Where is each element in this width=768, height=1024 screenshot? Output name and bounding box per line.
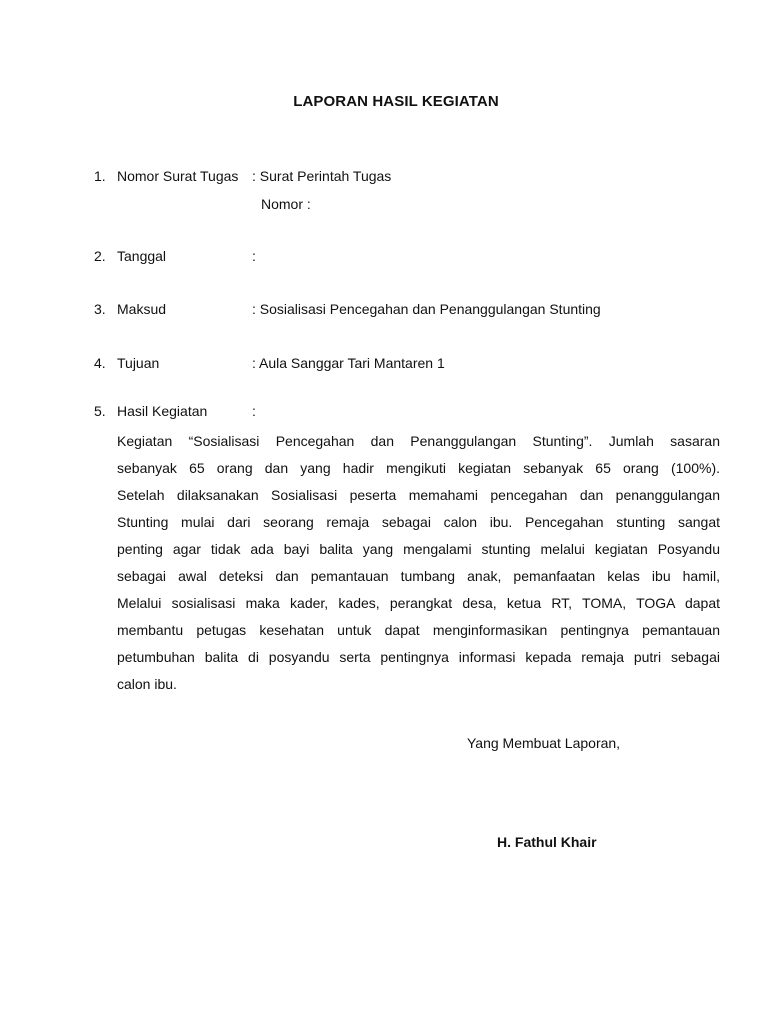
paragraph-line: sebagai awal deteksi dan pemantauan tumbang anak, pemanfaatan kelas ibu hamil, bbox=[117, 568, 720, 584]
item-number: 3. bbox=[94, 301, 106, 317]
item-value: : Sosialisasi Pencegahan dan Penanggulangan Stunting bbox=[252, 301, 601, 317]
paragraph-line: penting agar tidak ada bayi balita yang mengalami stunting melalui kegiatan Posyandu bbox=[117, 541, 720, 557]
item-nomor-surat-tugas bbox=[94, 167, 391, 185]
item-number: 4. bbox=[94, 355, 106, 371]
item-number: 5. bbox=[94, 403, 106, 419]
paragraph-line: Setelah dilaksanakan Sosialisasi peserta memahami pencegahan dan penanggulangan bbox=[117, 487, 720, 503]
item-value: : bbox=[252, 248, 256, 264]
item-hasil-kegiatan bbox=[94, 402, 256, 420]
item-number: 2. bbox=[94, 248, 106, 264]
item-tanggal bbox=[94, 247, 256, 265]
signatory-name: H. Fathul Khair bbox=[497, 834, 597, 850]
paragraph-line: Stunting mulai dari seorang remaja sebagai calon ibu. Pencegahan stunting sangat bbox=[117, 514, 720, 530]
item-label: Hasil Kegiatan bbox=[117, 403, 208, 419]
paragraph-line: calon ibu. bbox=[117, 676, 177, 692]
report-title: LAPORAN HASIL KEGIATAN bbox=[293, 93, 499, 110]
item-number: 1. bbox=[94, 168, 106, 184]
item-value: : Surat Perintah Tugas bbox=[252, 168, 392, 184]
paragraph-line: petumbuhan balita di posyandu serta pentingnya informasi kepada remaja putri sebagai bbox=[117, 649, 720, 665]
paragraph-line: Melalui sosialisasi maka kader, kades, perangkat desa, ketua RT, TOMA, TOGA dapat bbox=[117, 595, 720, 611]
item-tujuan bbox=[94, 354, 445, 372]
item-label: Tujuan bbox=[117, 355, 160, 371]
item-maksud bbox=[94, 300, 601, 318]
item-nomor-sub: Nomor : bbox=[261, 196, 311, 212]
item-value: : Aula Sanggar Tari Mantaren 1 bbox=[252, 355, 445, 371]
signature-label: Yang Membuat Laporan, bbox=[467, 735, 621, 751]
item-label: Tanggal bbox=[117, 248, 167, 264]
paragraph-line: Kegiatan “Sosialisasi Pencegahan dan Penanggulangan Stunting”. Jumlah sasaran bbox=[117, 433, 720, 449]
item-value: : bbox=[252, 403, 256, 419]
paragraph-line: sebanyak 65 orang dan yang hadir mengikuti kegiatan sebanyak 65 orang (100%). bbox=[117, 460, 720, 476]
paragraph-line: membantu petugas kesehatan untuk dapat menginformasikan pentingnya pemantauan bbox=[117, 622, 720, 638]
result-paragraph bbox=[117, 428, 720, 698]
item-label: Nomor Surat Tugas bbox=[117, 168, 239, 184]
item-label: Maksud bbox=[117, 301, 167, 317]
